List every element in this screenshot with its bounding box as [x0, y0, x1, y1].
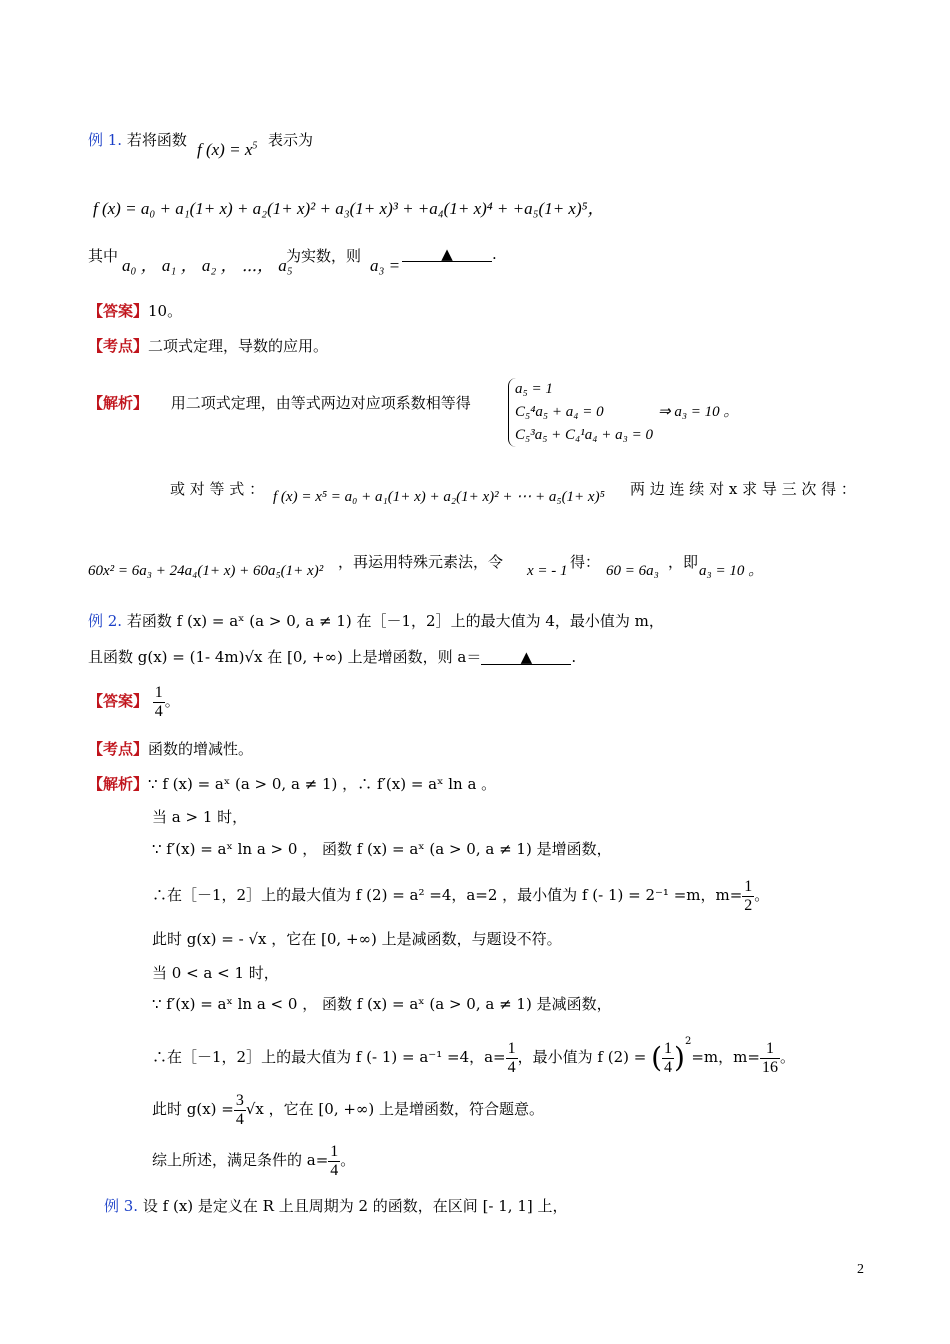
frac-den: 4 — [330, 1161, 339, 1179]
ex1-deriv: 60x² = 6a₃ + 24a₄(1+ x) + 60a₅(1+ x)² — [88, 563, 324, 579]
ex2-c1l2 — [152, 878, 769, 914]
ex1-get-eq: 60 = 6a₃ — [606, 563, 659, 579]
ex2-c1l2-text: ∴在［－1，2］上的最大值为 f (2) = a² =4，a=2 ，最小值为 f (- 1) = 2⁻¹ =m，m= — [152, 886, 743, 905]
ex1-intro-line — [88, 131, 187, 149]
ex2-point: 函数的增减性。 — [148, 740, 254, 758]
fraction — [662, 1040, 674, 1076]
frac-num: 1 — [507, 1039, 516, 1057]
ex1-answer: 10。 — [148, 302, 183, 320]
ex2-line2: 且函数 g(x) = (1- 4m)√x 在 [0, +∞) 上是增函数，则 a＝ ▲ . — [88, 648, 577, 666]
frac-num: 1 — [760, 1040, 780, 1059]
ex3-text: 设 f (x) 是定义在 R 上且周期为 2 的函数，在区间 [- 1, 1] 上， — [142, 1197, 568, 1215]
fraction — [506, 1040, 518, 1076]
ex3-line — [104, 1197, 568, 1215]
ex2-c2l2-b: ，最小值为 f (2) = — [517, 1048, 647, 1066]
ex2-c2l3 — [152, 1092, 544, 1128]
ex2-c2l1: ∵ f′(x) = aˣ ln a < 0 ， 函数 f (x) = aˣ (a > 0, a ≠ 1) 是减函数， — [152, 995, 612, 1013]
ex2-case1: 当 a > 1 时， — [152, 808, 248, 826]
page-number: 2 — [857, 1262, 864, 1277]
brace-system — [508, 378, 653, 447]
ex1-answer-line — [88, 302, 182, 320]
ex1-fx — [197, 140, 257, 160]
left-paren: ( — [651, 1041, 663, 1075]
ex1-implies: ⇒ a₃ = 10 。 — [658, 404, 739, 420]
frac-num: 1 — [744, 878, 753, 895]
ex1-point: 二项式定理，导数的应用。 — [148, 337, 329, 355]
analysis-tag: 【解析】 — [88, 394, 149, 412]
ex2-analysis-line — [88, 775, 496, 793]
ex1-system — [508, 378, 653, 447]
fraction — [742, 878, 754, 914]
ex2-concl-text: 综上所述，满足条件的 a= — [152, 1151, 329, 1170]
ex1-deriv-tail: ，再运用特殊元素法，令 — [338, 553, 504, 571]
point-tag: 【考点】 — [88, 337, 149, 355]
ex1-fx-text: f (x) = x — [197, 140, 253, 159]
ex1-line3 — [88, 247, 118, 265]
ex2-label: 例 2. — [88, 612, 123, 630]
ex1-intro2: 表示为 — [268, 131, 314, 149]
fraction — [760, 1040, 780, 1076]
system-eq-1: a₅ = 1 — [515, 381, 553, 397]
triangle-icon: ▲ — [520, 648, 533, 666]
frac-num: 1 — [664, 1039, 673, 1057]
answer-tag: 【答案】 — [88, 692, 149, 711]
ex1-get: 得： — [570, 553, 601, 571]
ex2-c1l2-tail: 。 — [754, 886, 770, 905]
ex2-answer-tail: 。 — [164, 692, 180, 711]
system-eq-2: C₅⁴a₅ + a₄ = 0 — [515, 404, 604, 420]
frac-num: 1 — [330, 1143, 339, 1160]
ex2-answer-line — [88, 684, 180, 720]
ex2-line1 — [88, 612, 664, 630]
ex2-c2l3-b: √x ，它在 [0, +∞) 上是增函数，符合题意。 — [245, 1100, 545, 1119]
ex2-conclusion — [152, 1143, 355, 1179]
ex1-or-eq: f (x) = x⁵ = a₀ + a₁(1+ x) + a₂(1+ x)² + ⋯ + a₅(1+ x)⁵ — [273, 489, 605, 505]
ex1-analysis-line — [88, 394, 471, 412]
frac-den: 4 — [507, 1058, 516, 1076]
ex1-point-line — [88, 337, 328, 355]
system-eq-3: C₅³a₅ + C₄¹a₄ + a₃ = 0 — [515, 427, 653, 443]
ex1-fx-sup: 5 — [252, 140, 258, 152]
fraction — [234, 1092, 246, 1128]
right-paren: ) — [674, 1041, 685, 1075]
ex2-point-line — [88, 740, 253, 758]
ex1-analysis1: 用二项式定理，由等式两边对应项系数相等得 — [170, 394, 471, 412]
fraction — [328, 1143, 340, 1179]
ex1-ie: ，即 — [668, 553, 699, 571]
ex2-c2l2-tail: 。 — [779, 1048, 795, 1066]
point-tag: 【考点】 — [88, 740, 149, 758]
square-sup: 2 — [684, 1036, 692, 1047]
analysis-tag: 【解析】 — [88, 775, 149, 793]
frac-den: 16 — [761, 1058, 778, 1076]
frac-den: 4 — [235, 1110, 244, 1128]
ex1-expansion: f (x) = a₀ + a₁(1+ x) + a₂(1+ x)² + a₃(1+ x)³ + +a₄(1+ x)⁴ + +a₅(1+ x)⁵， — [93, 199, 605, 218]
ex2-concl-tail: 。 — [340, 1151, 356, 1170]
frac-den: 2 — [744, 896, 753, 914]
frac-den: 4 — [664, 1058, 673, 1076]
ex2-c2l2 — [152, 1036, 795, 1076]
ex1-intro: 若将函数 — [126, 131, 187, 149]
blank-line — [402, 245, 492, 262]
frac-den: 4 — [154, 702, 163, 720]
ex1-or-text: 或 对 等 式 ： — [170, 480, 265, 498]
ex2-a1: ∵ f (x) = aˣ (a > 0, a ≠ 1) ，∴ f′(x) = aˣ ln a 。 — [148, 775, 497, 793]
blank-line — [481, 648, 571, 665]
ex2-c1l1: ∵ f′(x) = aˣ ln a > 0 ， 函数 f (x) = aˣ (a > 0, a ≠ 1) 是增函数， — [152, 840, 612, 858]
ex2-line1-text: 若函数 f (x) = aˣ (a > 0, a ≠ 1) 在［－1，2］上的最大值为 4，最小值为 m， — [126, 612, 664, 630]
ex2-c1l3: 此时 g(x) = - √x ，它在 [0, +∞) 上是减函数，与题设不符。 — [152, 930, 562, 948]
ex2-case2: 当 0 < a < 1 时， — [152, 964, 279, 982]
ex1-line3-vars: a₀ ， a₁ ， a₂ ， ⋯， a₅ — [122, 256, 293, 275]
ex2-c2l2-c: =m，m= — [691, 1048, 760, 1066]
ex2-c2l2-a: ∴在［－1，2］上的最大值为 f (- 1) = a⁻¹ =4，a= — [152, 1048, 506, 1066]
ex1-or-tail: 两 边 连 续 对 x 求 导 三 次 得 ： — [630, 480, 856, 498]
ex1-line3-a: 其中 — [88, 247, 119, 265]
ex3-label: 例 3. — [104, 1197, 139, 1215]
frac-num: 1 — [154, 684, 163, 701]
frac-num: 3 — [235, 1092, 244, 1109]
ex1-answer-blank: ▲ . — [402, 245, 497, 263]
ex2-c2l3-a: 此时 g(x) = — [152, 1100, 234, 1119]
triangle-icon: ▲ — [441, 245, 453, 263]
ex1-final: a₃ = 10 。 — [699, 563, 764, 579]
ex1-let-x: x = - 1 — [527, 563, 568, 579]
ex1-line3-c: a₃ = — [370, 256, 401, 275]
ex2-answer-fraction — [153, 684, 165, 720]
ex1-line3-b: 为实数，则 — [286, 247, 362, 265]
answer-tag: 【答案】 — [88, 302, 149, 320]
ex2-line2-text: 且函数 g(x) = (1- 4m)√x 在 [0, +∞) 上是增函数，则 a＝ — [88, 648, 482, 666]
ex1-label: 例 1. — [88, 131, 123, 149]
